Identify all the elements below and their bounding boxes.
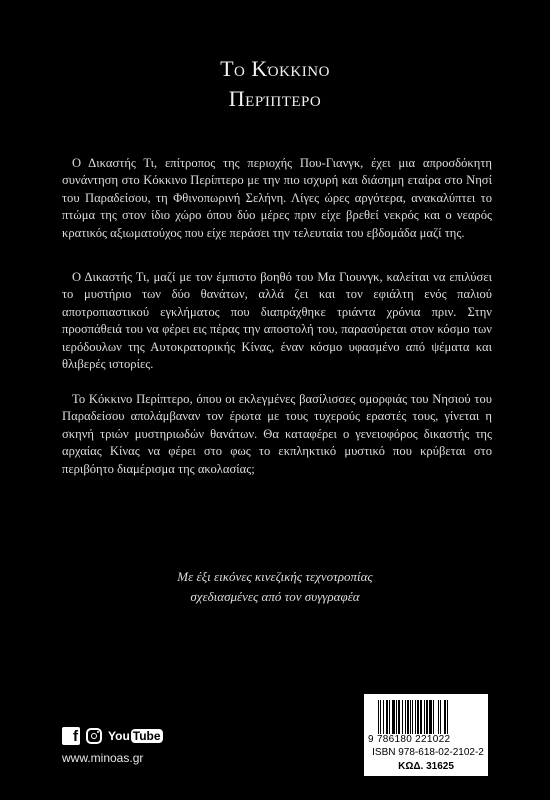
paragraph-text: Ο Δικαστής Τι, επίτροπος της περιοχής Που-Γιανγκ, έχει μια απροσδόκητη συνάντηση στο Κόκκινο Περίπτερο με την πιο ισχυρή και διάσημη εταίρα στο Νησί του Παραδείσου, τη Φθινοπωρινή Σελήνη. Λίγες ώρες αργότερα, ανακαλύπτει το πτώμα της στον ίδιο χώρο όπου δύο μέρες πριν είχε βρεθεί νεκρός και ο νεαρός κρατικός αξιωματούχος που είχε περάσει την τελευταία του εβδομάδα μαζί της.	[62, 156, 492, 240]
illustration-credits	[0, 567, 550, 607]
title-word-kokkino: Κόκκινο	[251, 56, 330, 81]
instagram-icon	[86, 728, 102, 744]
blurb-paragraph-2	[62, 269, 492, 373]
social-icons	[62, 727, 163, 745]
paragraph-text: Το Κόκκινο Περίπτερο, όπου οι εκλεγμένες βασίλισσες ομορφιάς του Νησιού του Παραδείσου απολάμβαναν τον έρωτα με τους τυχερούς εραστές τους, γίνεται η σκηνή τριών μυστηριωδών θανάτων. Θα καταφέρει ο γενειοφόρος δικαστής της αρχαίας Κίνας να φέρει στο φως το εκπληκτικό μυστικό που κρύβεται στο περιβόητο διαμέρισμα της ακολασίας;	[62, 392, 492, 476]
youtube-you: You	[108, 729, 130, 743]
credits-line-2: σχεδιασμένες από τον συγγραφέα	[190, 589, 360, 604]
youtube-icon	[108, 729, 163, 743]
barcode-stripe	[448, 700, 449, 734]
barcode-bars	[378, 700, 480, 734]
barcode-digits: 9 786180 221022	[368, 734, 451, 745]
credits-line-1: Με έξι εικόνες κινεζικής τεχνοτροπίας	[177, 569, 373, 584]
title-word-to: Το	[220, 56, 246, 81]
barcode-label	[364, 694, 488, 776]
blurb-paragraph-3	[62, 391, 492, 478]
youtube-tube: Tube	[132, 729, 161, 743]
book-title	[0, 54, 550, 114]
paragraph-text: Ο Δικαστής Τι, μαζί με τον έμπιστο βοηθό του Μα Γιουνγκ, καλείται να επιλύσει το μυστήριο των δύο θανάτων, αλλά ζει και τον εφιάλτη ενός παλιού αποτροπιαστικού εγκλήματος που διαπράχθηκε τριάντα χρόνια πριν. Στην προσπάθειά του να φέρει εις πέρας την αποστολή του, παρασύρεται στον κόσμο των ιερόδουλων της Αυτοκρατορικής Κίνας, έναν κόσμο υφασμένο από ψέματα και θλιβερές ιστορίες.	[62, 270, 492, 372]
product-code: ΚΩΔ. 31625	[398, 761, 454, 772]
blurb-paragraph-1	[62, 155, 492, 242]
facebook-icon: f	[62, 727, 80, 745]
isbn-number: ISBN 978-618-02-2102-2	[372, 747, 484, 758]
title-line-1	[0, 54, 550, 84]
title-line-2: Περίπτερο	[228, 86, 322, 111]
publisher-website: www.minoas.gr	[62, 751, 144, 765]
